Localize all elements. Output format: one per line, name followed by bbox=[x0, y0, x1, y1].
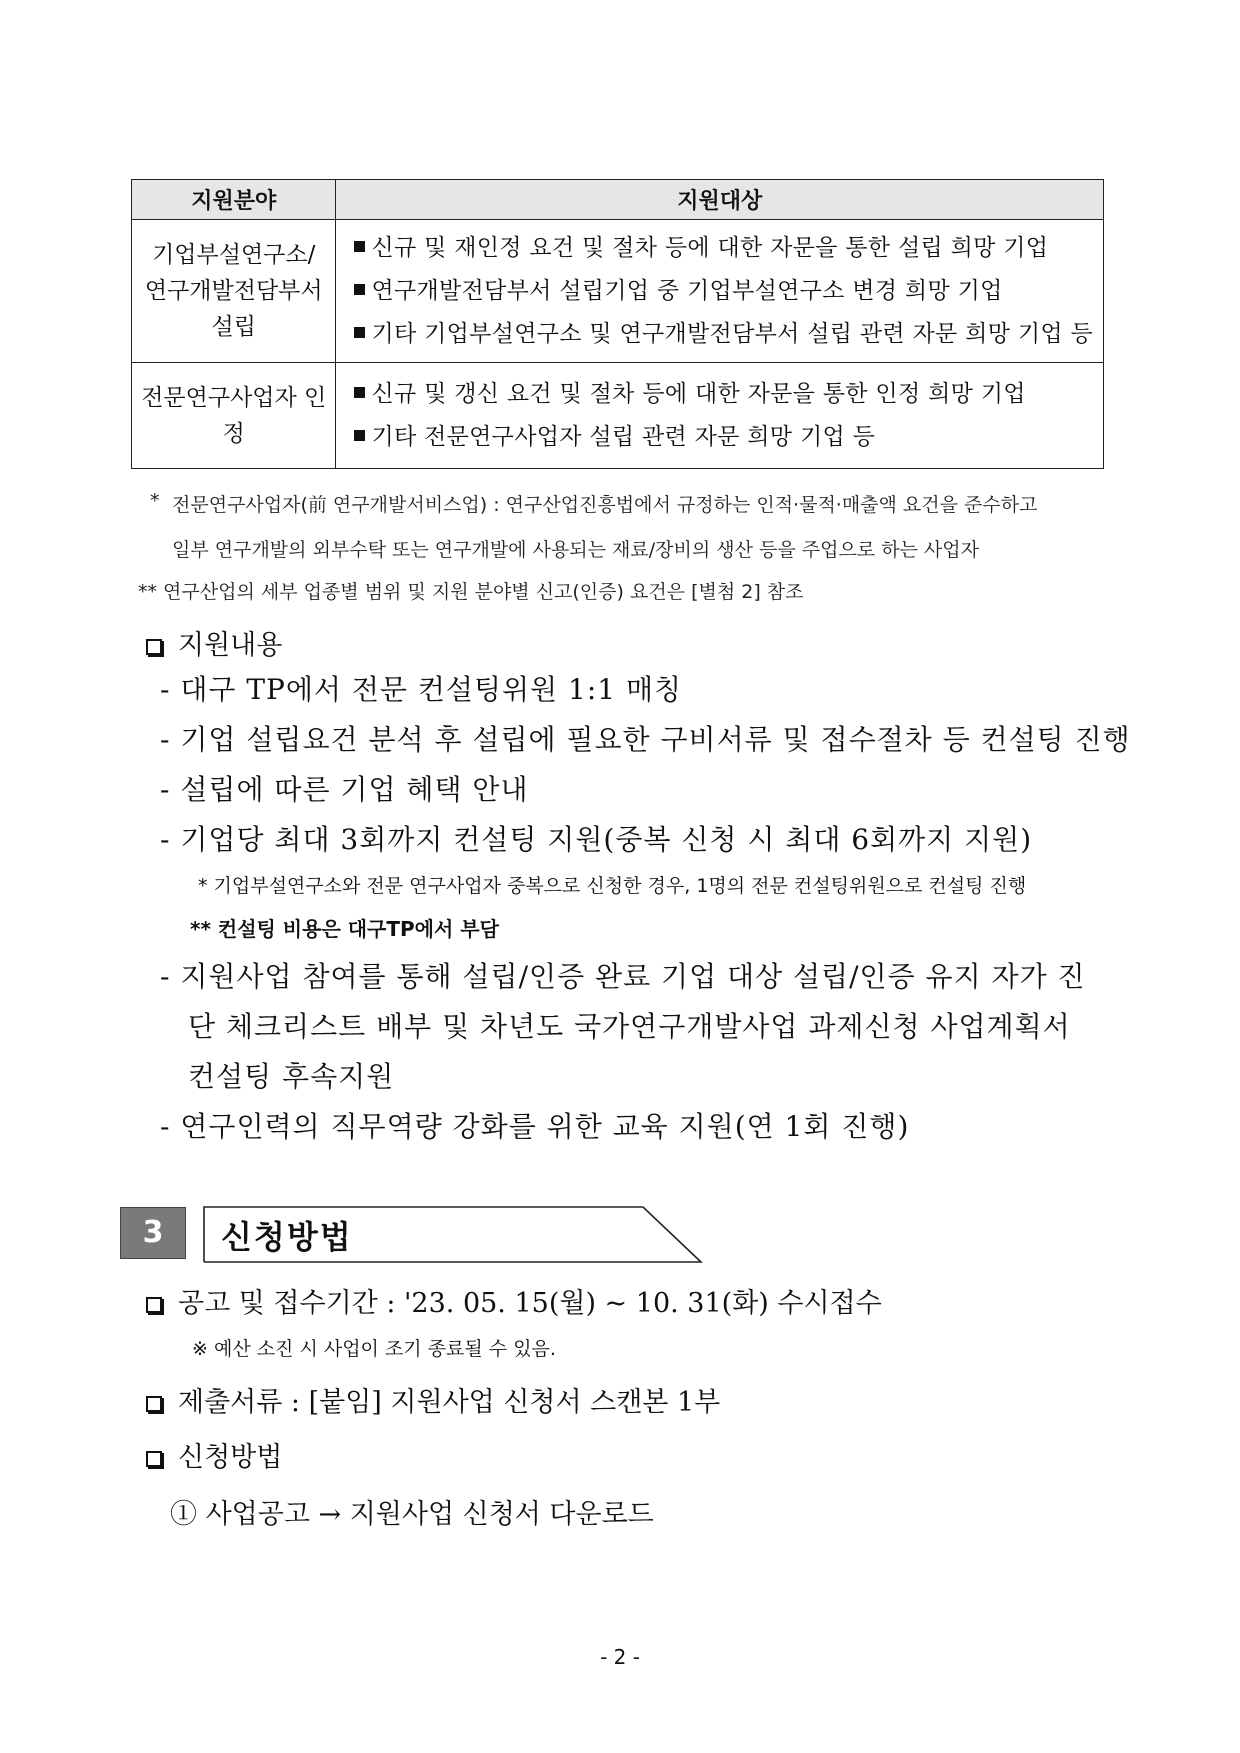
square-bullet-icon bbox=[354, 430, 365, 441]
field-line: 연구개발전담부서 설립 bbox=[144, 278, 323, 340]
target-item: 기타 전문연구사업자 설립 관련 자문 희망 기업 등 bbox=[354, 416, 1093, 459]
target-item: 신규 및 재인정 요건 및 절차 등에 대한 자문을 통한 설립 희망 기업 bbox=[354, 227, 1093, 270]
table-row bbox=[132, 363, 1104, 469]
application-method-heading: 신청방법 bbox=[146, 1435, 282, 1474]
sub-note-bold: ** 컨설팅 비용은 대구TP에서 부담 bbox=[190, 917, 499, 941]
list-item: - 기업 설립요건 분석 후 설립에 필요한 구비서류 및 접수절차 등 컨설팅 진행 bbox=[160, 723, 1131, 756]
sub-note: * 기업부설연구소와 전문 연구사업자 중복으로 신청한 경우, 1명의 전문 컨설팅위원으로 컨설팅 진행 bbox=[198, 875, 1027, 897]
checkbox-bullet-icon bbox=[146, 1451, 162, 1467]
table-row bbox=[132, 220, 1104, 363]
target-item: 신규 및 갱신 요건 및 절차 등에 대한 자문을 통한 인정 희망 기업 bbox=[354, 373, 1093, 416]
list-item: - 기업당 최대 3회까지 컨설팅 지원(중복 신청 시 최대 6회까지 지원) bbox=[160, 823, 1033, 856]
square-bullet-icon bbox=[354, 327, 365, 338]
method-step: ① 사업공고 → 지원사업 신청서 다운로드 bbox=[170, 1499, 654, 1530]
header-target: 지원대상 bbox=[336, 180, 1104, 220]
section-number: 3 bbox=[120, 1207, 186, 1259]
target-cell bbox=[336, 220, 1104, 363]
table-header-row bbox=[132, 180, 1104, 220]
support-field-table bbox=[131, 179, 1104, 469]
square-bullet-icon bbox=[354, 387, 365, 398]
footnote-line: ** 연구산업의 세부 업종별 범위 및 지원 분야별 신고(인증) 요건은 [별첨 2] 참조 bbox=[138, 581, 804, 603]
target-item: 기타 기업부설연구소 및 연구개발전담부서 설립 관련 자문 희망 기업 등 bbox=[354, 313, 1093, 356]
header-field: 지원분야 bbox=[132, 180, 336, 220]
target-item: 연구개발전담부서 설립기업 중 기업부설연구소 변경 희망 기업 bbox=[354, 270, 1093, 313]
list-item-continued: 단 체크리스트 배부 및 차년도 국가연구개발사업 과제신청 사업계획서 bbox=[188, 1010, 1071, 1043]
field-line: 기업부설연구소/ bbox=[152, 242, 316, 268]
checkbox-bullet-icon bbox=[146, 1297, 162, 1313]
field-line: 전문연구사업자 인정 bbox=[141, 384, 327, 447]
footnote-line: 전문연구사업자(前 연구개발서비스업) : 연구산업진흥법에서 규정하는 인적·물적·매출액 요건을 준수하고 bbox=[172, 494, 1038, 516]
target-cell bbox=[336, 363, 1104, 469]
support-content-heading: 지원내용 bbox=[146, 623, 282, 662]
field-cell bbox=[132, 363, 336, 469]
list-item: - 대구 TP에서 전문 컨설팅위원 1:1 매칭 bbox=[160, 673, 683, 706]
footnote-line: 일부 연구개발의 외부수탁 또는 연구개발에 사용되는 재료/장비의 생산 등을 주업으로 하는 사업자 bbox=[172, 539, 979, 561]
square-bullet-icon bbox=[354, 241, 365, 252]
square-bullet-icon bbox=[354, 284, 365, 295]
list-item: - 연구인력의 직무역량 강화를 위한 교육 지원(연 1회 진행) bbox=[160, 1110, 910, 1143]
period-note: ※ 예산 소진 시 사업이 조기 종료될 수 있음. bbox=[192, 1338, 556, 1360]
list-item: - 지원사업 참여를 통해 설립/인증 완료 기업 대상 설립/인증 유지 자가 진 bbox=[160, 960, 1086, 993]
page-number: - 2 - bbox=[600, 1645, 640, 1669]
footnote-mark: * bbox=[150, 490, 160, 512]
field-cell bbox=[132, 220, 336, 363]
section-title: 신청방법 bbox=[221, 1218, 353, 1256]
checkbox-bullet-icon bbox=[146, 639, 162, 655]
list-item-continued: 컨설팅 후속지원 bbox=[188, 1060, 395, 1093]
application-period: 공고 및 접수기간 : '23. 05. 15(월) ~ 10. 31(화) 수시접수 bbox=[146, 1281, 882, 1320]
checkbox-bullet-icon bbox=[146, 1396, 162, 1412]
required-documents: 제출서류 : [붙임] 지원사업 신청서 스캔본 1부 bbox=[146, 1380, 720, 1419]
list-item: - 설립에 따른 기업 혜택 안내 bbox=[160, 773, 529, 806]
